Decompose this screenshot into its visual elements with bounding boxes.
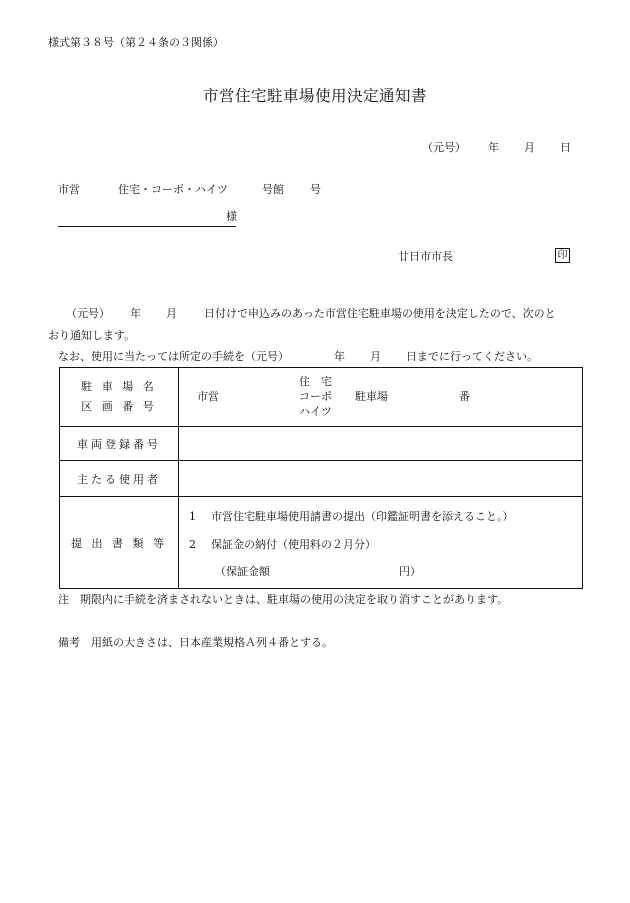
date-day: 日 [560, 141, 571, 154]
recipient-suffix: 様 [226, 210, 237, 223]
space-number-label: 区 画 番 号 [81, 400, 157, 413]
doc-item1-number: 1 [189, 510, 196, 523]
parking-number-suffix: 番 [459, 390, 470, 403]
body-year: 年 [130, 307, 141, 320]
table-row-parking [60, 368, 583, 427]
doc-item1-text: 市営住宅駐車場使用請書の提出（印鑑証明書を添えること。） [211, 510, 514, 523]
documents-value-cell [179, 497, 583, 589]
form-number: 様式第３８号（第２４条の３関係） [48, 36, 224, 49]
doc-item2-text: 保証金の納付（使用料の２月分） [211, 538, 376, 551]
address-city: 市営 [58, 183, 80, 196]
main-user-label: 主たる使用者 [60, 461, 179, 497]
body-line3-text2: 日までに行ってください。 [406, 350, 538, 363]
date-year: 年 [488, 141, 499, 154]
details-table [59, 367, 583, 589]
body-month: 月 [166, 307, 177, 320]
date-month: 月 [524, 141, 535, 154]
address-types: 住宅・コーポ・ハイツ [118, 183, 228, 196]
note-text: 注 期限内に手続を済まされないときは、駐車場の使用の決定を取り消すことがあります。 [58, 593, 509, 606]
seal-mark: 印 [555, 248, 570, 263]
body-era: （元号） [66, 307, 110, 320]
deposit-unit: 円） [399, 565, 421, 578]
parking-type-heights: ハイツ [299, 405, 332, 418]
parking-value-cell [179, 368, 583, 427]
documents-label: 提 出 書 類 等 [60, 497, 179, 589]
table-row-user [60, 461, 583, 497]
body-line3-month: 月 [370, 350, 381, 363]
deposit-label: （保証金額 [215, 565, 270, 578]
parking-type-corp: コーポ [299, 390, 332, 403]
parking-type-house: 住 宅 [299, 375, 332, 388]
table-row-documents [60, 497, 583, 589]
body-line2: おり通知します。 [48, 329, 136, 342]
document-title: 市営住宅駐車場使用決定通知書 [202, 87, 427, 105]
parking-city: 市営 [197, 390, 219, 403]
address-building: 号館 [262, 183, 284, 196]
vehicle-number-value [179, 427, 583, 461]
doc-item2-number: 2 [189, 538, 196, 551]
body-line1-text: 日付けで申込みのあった市営住宅駐車場の使用を決定したので、次のと [204, 307, 556, 320]
parking-name-label: 駐 車 場 名 [81, 380, 157, 393]
parking-lot-label: 駐車場 [355, 390, 388, 403]
main-user-value [179, 461, 583, 497]
parking-label-cell [60, 368, 179, 427]
vehicle-number-label: 車両登録番号 [60, 427, 179, 461]
body-line3-text: なお、使用に当たっては所定の手続を（元号） [58, 350, 289, 363]
body-line3-year: 年 [334, 350, 345, 363]
date-era: （元号） [422, 141, 466, 154]
remark-text: 備考 用紙の大きさは、日本産業規格Ａ列４番とする。 [58, 636, 333, 649]
recipient-name-line [58, 226, 236, 227]
address-room: 号 [310, 183, 321, 196]
table-row-vehicle [60, 427, 583, 461]
issuer-title: 廿日市市長 [398, 250, 453, 263]
